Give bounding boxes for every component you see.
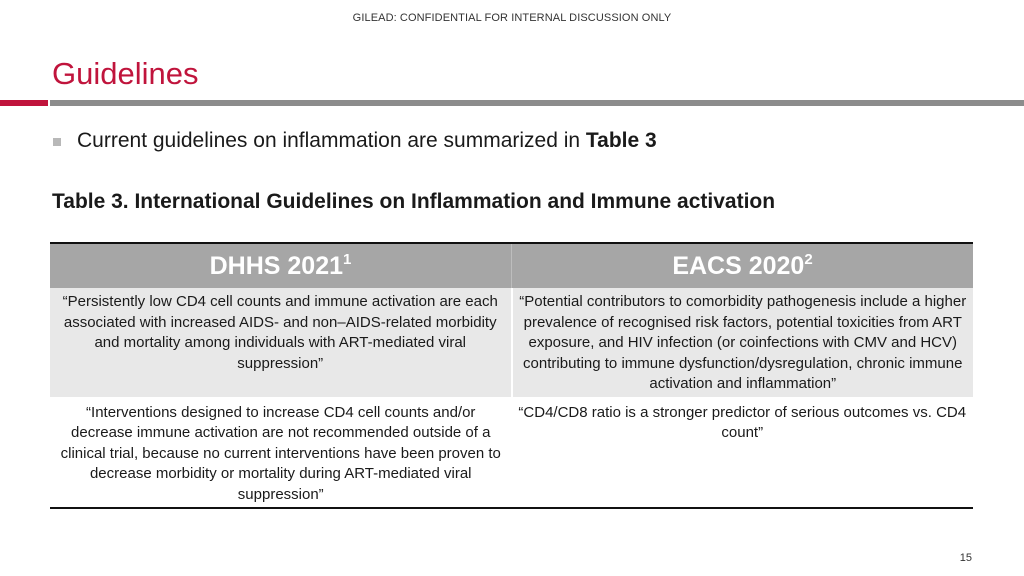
- column-header-label: DHHS 2021: [209, 251, 344, 280]
- bullet-point: [53, 129, 657, 153]
- title-rule-accent: [0, 100, 48, 106]
- title-rule: [50, 100, 1024, 106]
- guidelines-table: [50, 242, 973, 509]
- column-header-eacs: [512, 243, 974, 288]
- bullet-text-emphasis: Table 3: [585, 129, 657, 152]
- square-bullet-icon: [53, 138, 61, 146]
- column-header-ref: 1: [343, 250, 352, 268]
- bullet-text: [77, 129, 657, 153]
- table-cell-dhhs: “Persistently low CD4 cell counts and immune activation are each associated with increased AIDS- and non–AIDS-related morbidity and mortality among individuals with ART-mediated viral suppression”: [50, 288, 512, 397]
- bullet-text-body: Current guidelines on inflammation are summarized in: [77, 129, 586, 152]
- table-row: [50, 288, 973, 397]
- table-row: [50, 397, 973, 509]
- confidential-banner: GILEAD: CONFIDENTIAL FOR INTERNAL DISCUSSION ONLY: [352, 12, 672, 24]
- table-cell-eacs: “CD4/CD8 ratio is a stronger predictor of serious outcomes vs. CD4 count”: [512, 397, 974, 509]
- table-cell-eacs: “Potential contributors to comorbidity pathogenesis include a higher prevalence of recognised risk factors, potential toxicities from ART exposure, and HIV infection (or coinfections with CMV and HCV) contributing to immune dysfunction/dysregulation, chronic immune activation and inflammation”: [512, 288, 974, 397]
- table-cell-dhhs: “Interventions designed to increase CD4 cell counts and/or decrease immune activation are not recommended outside of a clinical trial, because no current interventions have been proven to decrease morbidity or mortality during ART-mediated viral suppression”: [50, 397, 512, 509]
- column-header-ref: 2: [804, 250, 813, 268]
- column-header-dhhs: [50, 243, 512, 288]
- slide-number: 15: [959, 552, 972, 564]
- slide-title: Guidelines: [52, 56, 199, 91]
- table-caption: Table 3. International Guidelines on Inflammation and Immune activation: [52, 190, 776, 213]
- table-header-row: [50, 243, 973, 288]
- column-header-label: EACS 2020: [672, 251, 805, 280]
